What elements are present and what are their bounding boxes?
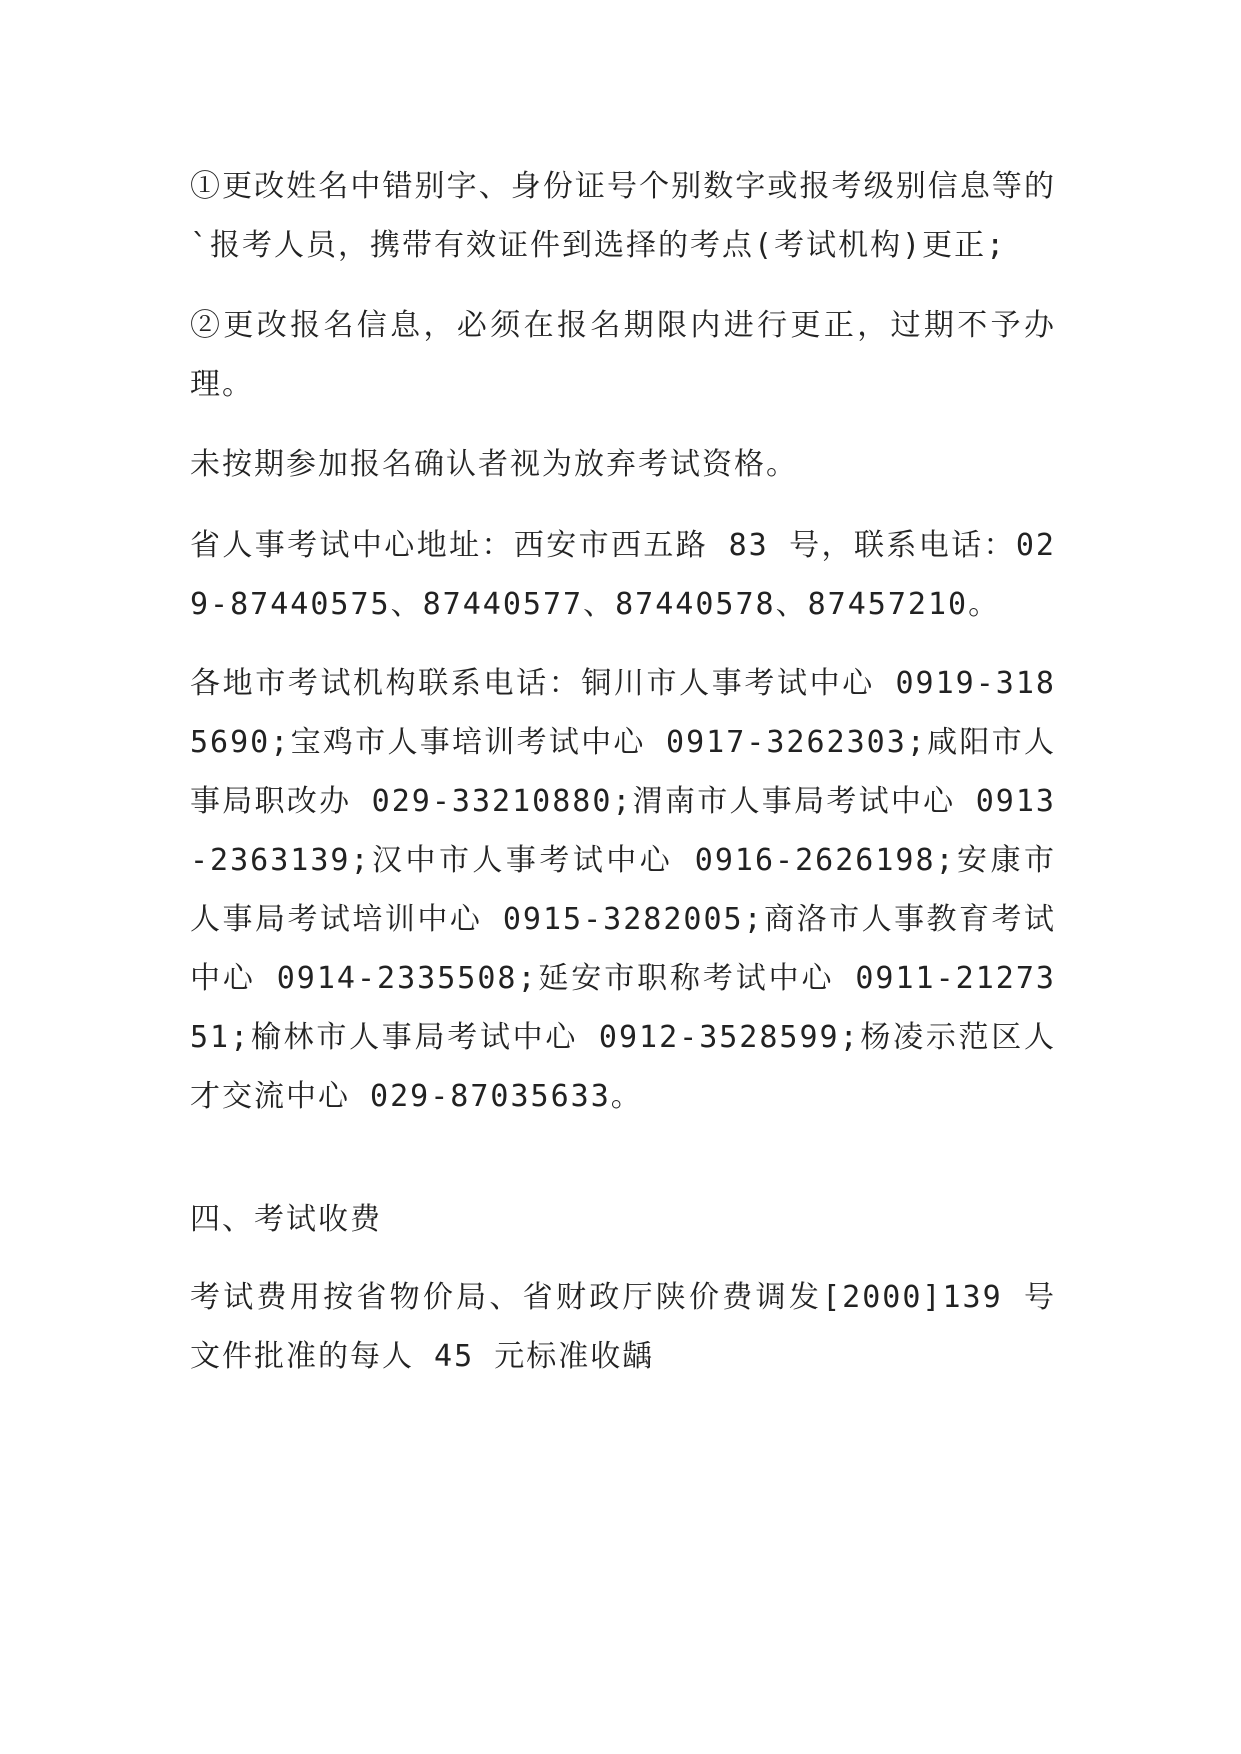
paragraph-exam-fee-details: 考试费用按省物价局、省财政厅陕价费调发[2000]139 号文件批准的每人 45 元标准收龋 <box>190 1280 1056 1374</box>
paragraph-provincial-center-contact: 省人事考试中心地址：西安市西五路 83 号，联系电话：029-87440575、87440577、87440578、87457210。 <box>190 528 1056 622</box>
paragraph-forfeit-notice: 未按期参加报名确认者视为放弃考试资格。 <box>190 447 798 482</box>
paragraph-correction-rule-2: ②更改报名信息，必须在报名期限内进行更正，过期不予办理。 <box>190 308 1056 402</box>
paragraph-correction-rule-1: ①更改姓名中错别字、身份证号个别数字或报考级别信息等的`报考人员，携带有效证件到选择的考点(考试机构)更正; <box>190 169 1056 263</box>
section-heading-exam-fees: 四、考试收费 <box>190 1202 382 1237</box>
paragraph-city-agencies-contact: 各地市考试机构联系电话：铜川市人事考试中心 0919-3185690;宝鸡市人事培训考试中心 0917-3262303;咸阳市人事局职改办 029-33210880;渭南市人事局考试中心 0913-2363139;汉中市人事考试中心 0916-2626198;安康市人事局考试培训中心 0915-3282005;商洛市人事教育考试中心 0914-2335508;延安市职称考试中心 0911-2127351;榆林市人事局考试中心 0912-3528599;杨凌示范区人才交流中心 029-87035633。 <box>190 666 1056 1114</box>
